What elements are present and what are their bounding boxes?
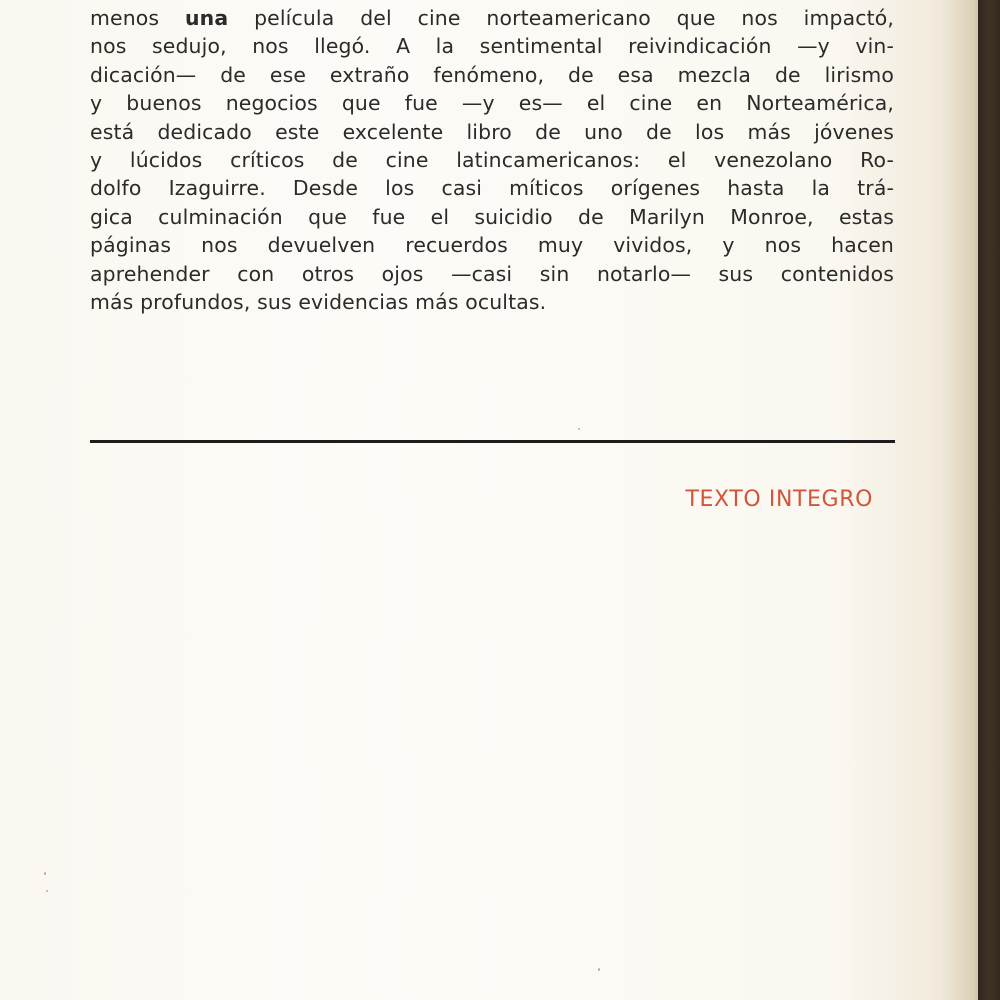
blurb-line: más profundos, sus evidencias más ocultas. — [90, 289, 547, 314]
page-edge-shadow — [974, 0, 1000, 1000]
blurb-line: dolfo Izaguirre. Desde los casi míticos orígenes hasta la trá- — [90, 176, 894, 201]
blurb-paragraph — [90, 4, 894, 316]
blurb-text: menos — [90, 6, 185, 30]
blurb-line: nos sedujo, nos llegó. A la sentimental reivindicación —y vin- — [90, 34, 894, 59]
blurb-line: está dedicado este excelente libro de uno de los más jóvenes — [90, 119, 894, 144]
horizontal-rule — [90, 440, 895, 443]
blurb-line: aprehender con otros ojos —casi sin notarlo— sus contenidos — [90, 261, 894, 286]
blurb-line: y lúcidos críticos de cine latincamericanos: el venezolano Ro- — [90, 147, 894, 172]
blurb-text: película del cine norteamericano que nos impactó, — [228, 6, 894, 30]
blurb-line: gica culminación que fue el suicidio de Marilyn Monroe, estas — [90, 204, 894, 229]
paper-speck — [44, 872, 46, 875]
imprint-label: TEXTO INTEGRO — [685, 487, 873, 512]
blurb-emphasis: una — [185, 6, 229, 30]
blurb-line: dicación— de ese extraño fenómeno, de esa mezcla de lirismo — [90, 62, 894, 87]
paper-speck — [46, 890, 48, 892]
paper-speck — [578, 428, 580, 430]
blurb-line: páginas nos devuelven recuerdos muy vividos, y nos hacen — [90, 233, 894, 258]
paper-speck — [598, 968, 600, 971]
blurb-line: y buenos negocios que fue —y es— el cine en Norteamérica, — [90, 91, 894, 116]
blurb-line — [90, 4, 894, 32]
